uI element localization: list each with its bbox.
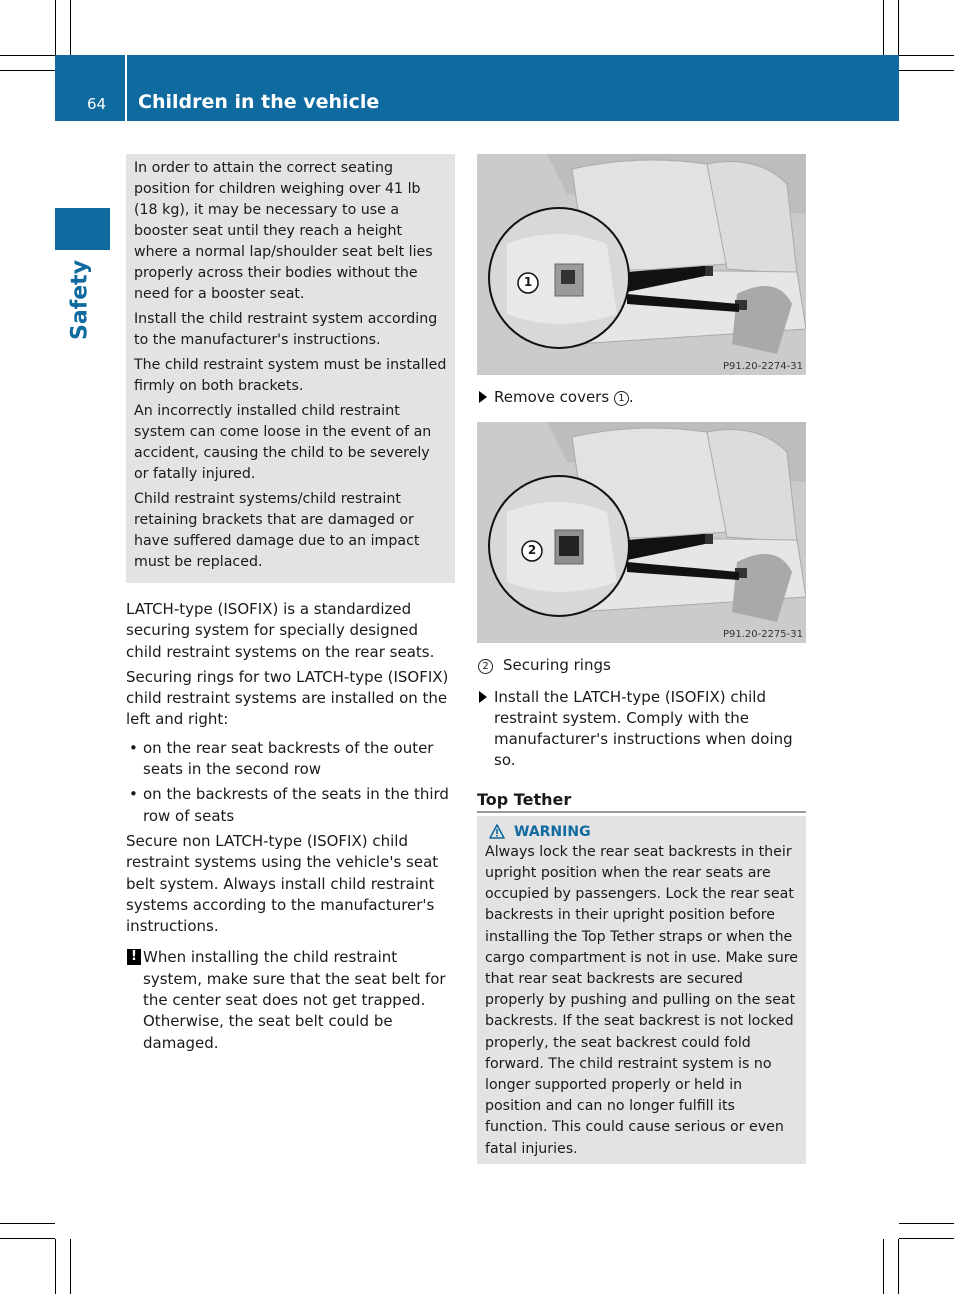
crop-mark xyxy=(883,1239,884,1294)
crop-mark xyxy=(70,0,71,55)
photo-caption: P91.20-2275-31 xyxy=(722,629,803,641)
bullet-list xyxy=(126,738,455,827)
body-paragraph: Secure non LATCH-type (ISOFIX) child restraint systems using the vehicle's seat belt system. Always install child restraint systems according to the manufacturer's instructions. xyxy=(126,831,439,936)
crop-mark xyxy=(899,1223,954,1224)
crop-mark xyxy=(899,55,954,56)
list-item-text: on the rear seat backrests of the outer seats in the second row xyxy=(143,738,434,779)
seat-illustration xyxy=(477,422,806,643)
crop-mark xyxy=(0,1223,55,1224)
warning-triangle-icon xyxy=(489,824,505,839)
note-exclamation-icon: ! xyxy=(127,949,141,965)
instruction-step xyxy=(477,387,806,408)
step-arrow-icon xyxy=(479,391,487,403)
photo-caption: P91.20-2274-31 xyxy=(722,361,803,372)
crop-mark xyxy=(899,70,954,71)
step-arrow-icon xyxy=(479,691,487,703)
page-number: 64 xyxy=(87,95,107,113)
info-paragraph: Install the child restraint system according to the manufacturer's instructions. xyxy=(134,311,438,348)
seat-photo xyxy=(477,154,806,375)
bullet-icon: • xyxy=(129,785,138,804)
note-text: When installing the child restraint system, make sure that the seat belt for the center seat does not get trapped. Otherwise, the seat belt could be damaged. xyxy=(143,948,446,1052)
crop-mark xyxy=(0,1238,55,1239)
step-text: Remove covers xyxy=(494,388,614,406)
info-box xyxy=(126,154,455,583)
instruction-step xyxy=(477,687,806,772)
crop-mark xyxy=(898,1239,899,1294)
step-text-end: . xyxy=(628,388,634,406)
crop-mark xyxy=(898,0,899,55)
list-item xyxy=(126,784,455,827)
seat-photo xyxy=(477,422,806,643)
crop-mark xyxy=(55,1239,56,1294)
warning-label: WARNING xyxy=(514,823,591,840)
info-paragraph: Child restraint systems/child restraint retaining brackets that are damaged or have suffered damage due to an impact must be replaced. xyxy=(134,491,420,570)
warning-text: Always lock the rear seat backrests in their upright position when the rear seats are occupied by passengers. Lock the rear seat backrests in their upright position before installing the Top Tether straps or when the cargo compartment is not in use. Make sure that rear seat backrests are secured properly by pushing and pulling on the seat backrests. If the seat backrest is not locked properly, the seat backrest could fold forward. The child restraint system is no longer supported properly or held in position and can no longer fulfill its function. This could cause serious or even fatal injuries. xyxy=(485,843,798,1157)
section-tab-safety: Safety xyxy=(67,259,93,341)
warning-box xyxy=(477,816,806,1164)
body-paragraph: LATCH-type (ISOFIX) is a standardized securing system for specially designed child restraint systems on the rear seats. xyxy=(126,600,435,661)
crop-mark xyxy=(55,0,56,55)
header-divider xyxy=(125,55,127,121)
body-paragraph: Securing rings for two LATCH-type (ISOFIX) child restraint systems are installed on the left and right: xyxy=(126,667,449,729)
warning-header xyxy=(485,824,798,840)
seat-illustration xyxy=(477,154,806,375)
crop-mark xyxy=(883,0,884,55)
right-column xyxy=(477,154,806,1164)
crop-mark xyxy=(0,55,55,56)
legend-item xyxy=(477,655,806,676)
section-marker xyxy=(55,208,110,250)
callout-ref: 1 xyxy=(614,391,629,406)
info-paragraph: An incorrectly installed child restraint system can come loose in the event of an accident, causing the child to be severely or fatally injured. xyxy=(134,403,432,482)
step-text: Install the LATCH-type (ISOFIX) child restraint system. Comply with the manufacturer's instructions when doing so. xyxy=(494,687,793,770)
list-item xyxy=(126,738,455,781)
callout-ref: 2 xyxy=(478,659,493,674)
crop-mark xyxy=(70,1239,71,1294)
page-header xyxy=(55,55,899,121)
section-heading: Top Tether xyxy=(477,790,806,813)
note xyxy=(126,947,455,1053)
left-column xyxy=(126,154,455,1054)
crop-mark xyxy=(899,1238,954,1239)
info-paragraph: The child restraint system must be installed firmly on both brackets. xyxy=(134,357,447,394)
bullet-icon: • xyxy=(129,738,138,757)
page-title: Children in the vehicle xyxy=(138,91,380,113)
info-paragraph: In order to attain the correct seating position for children weighing over 41 lb (18 kg), it may be necessary to use a booster seat until they reach a height where a normal lap/shoulder seat belt lies properly across their bodies without the need for a booster seat. xyxy=(134,160,433,302)
callout-number: 1 xyxy=(523,275,533,289)
list-item-text: on the backrests of the seats in the third row of seats xyxy=(143,785,449,825)
crop-mark xyxy=(0,70,55,71)
callout-number: 2 xyxy=(527,543,537,558)
legend-text: Securing rings xyxy=(503,656,611,675)
